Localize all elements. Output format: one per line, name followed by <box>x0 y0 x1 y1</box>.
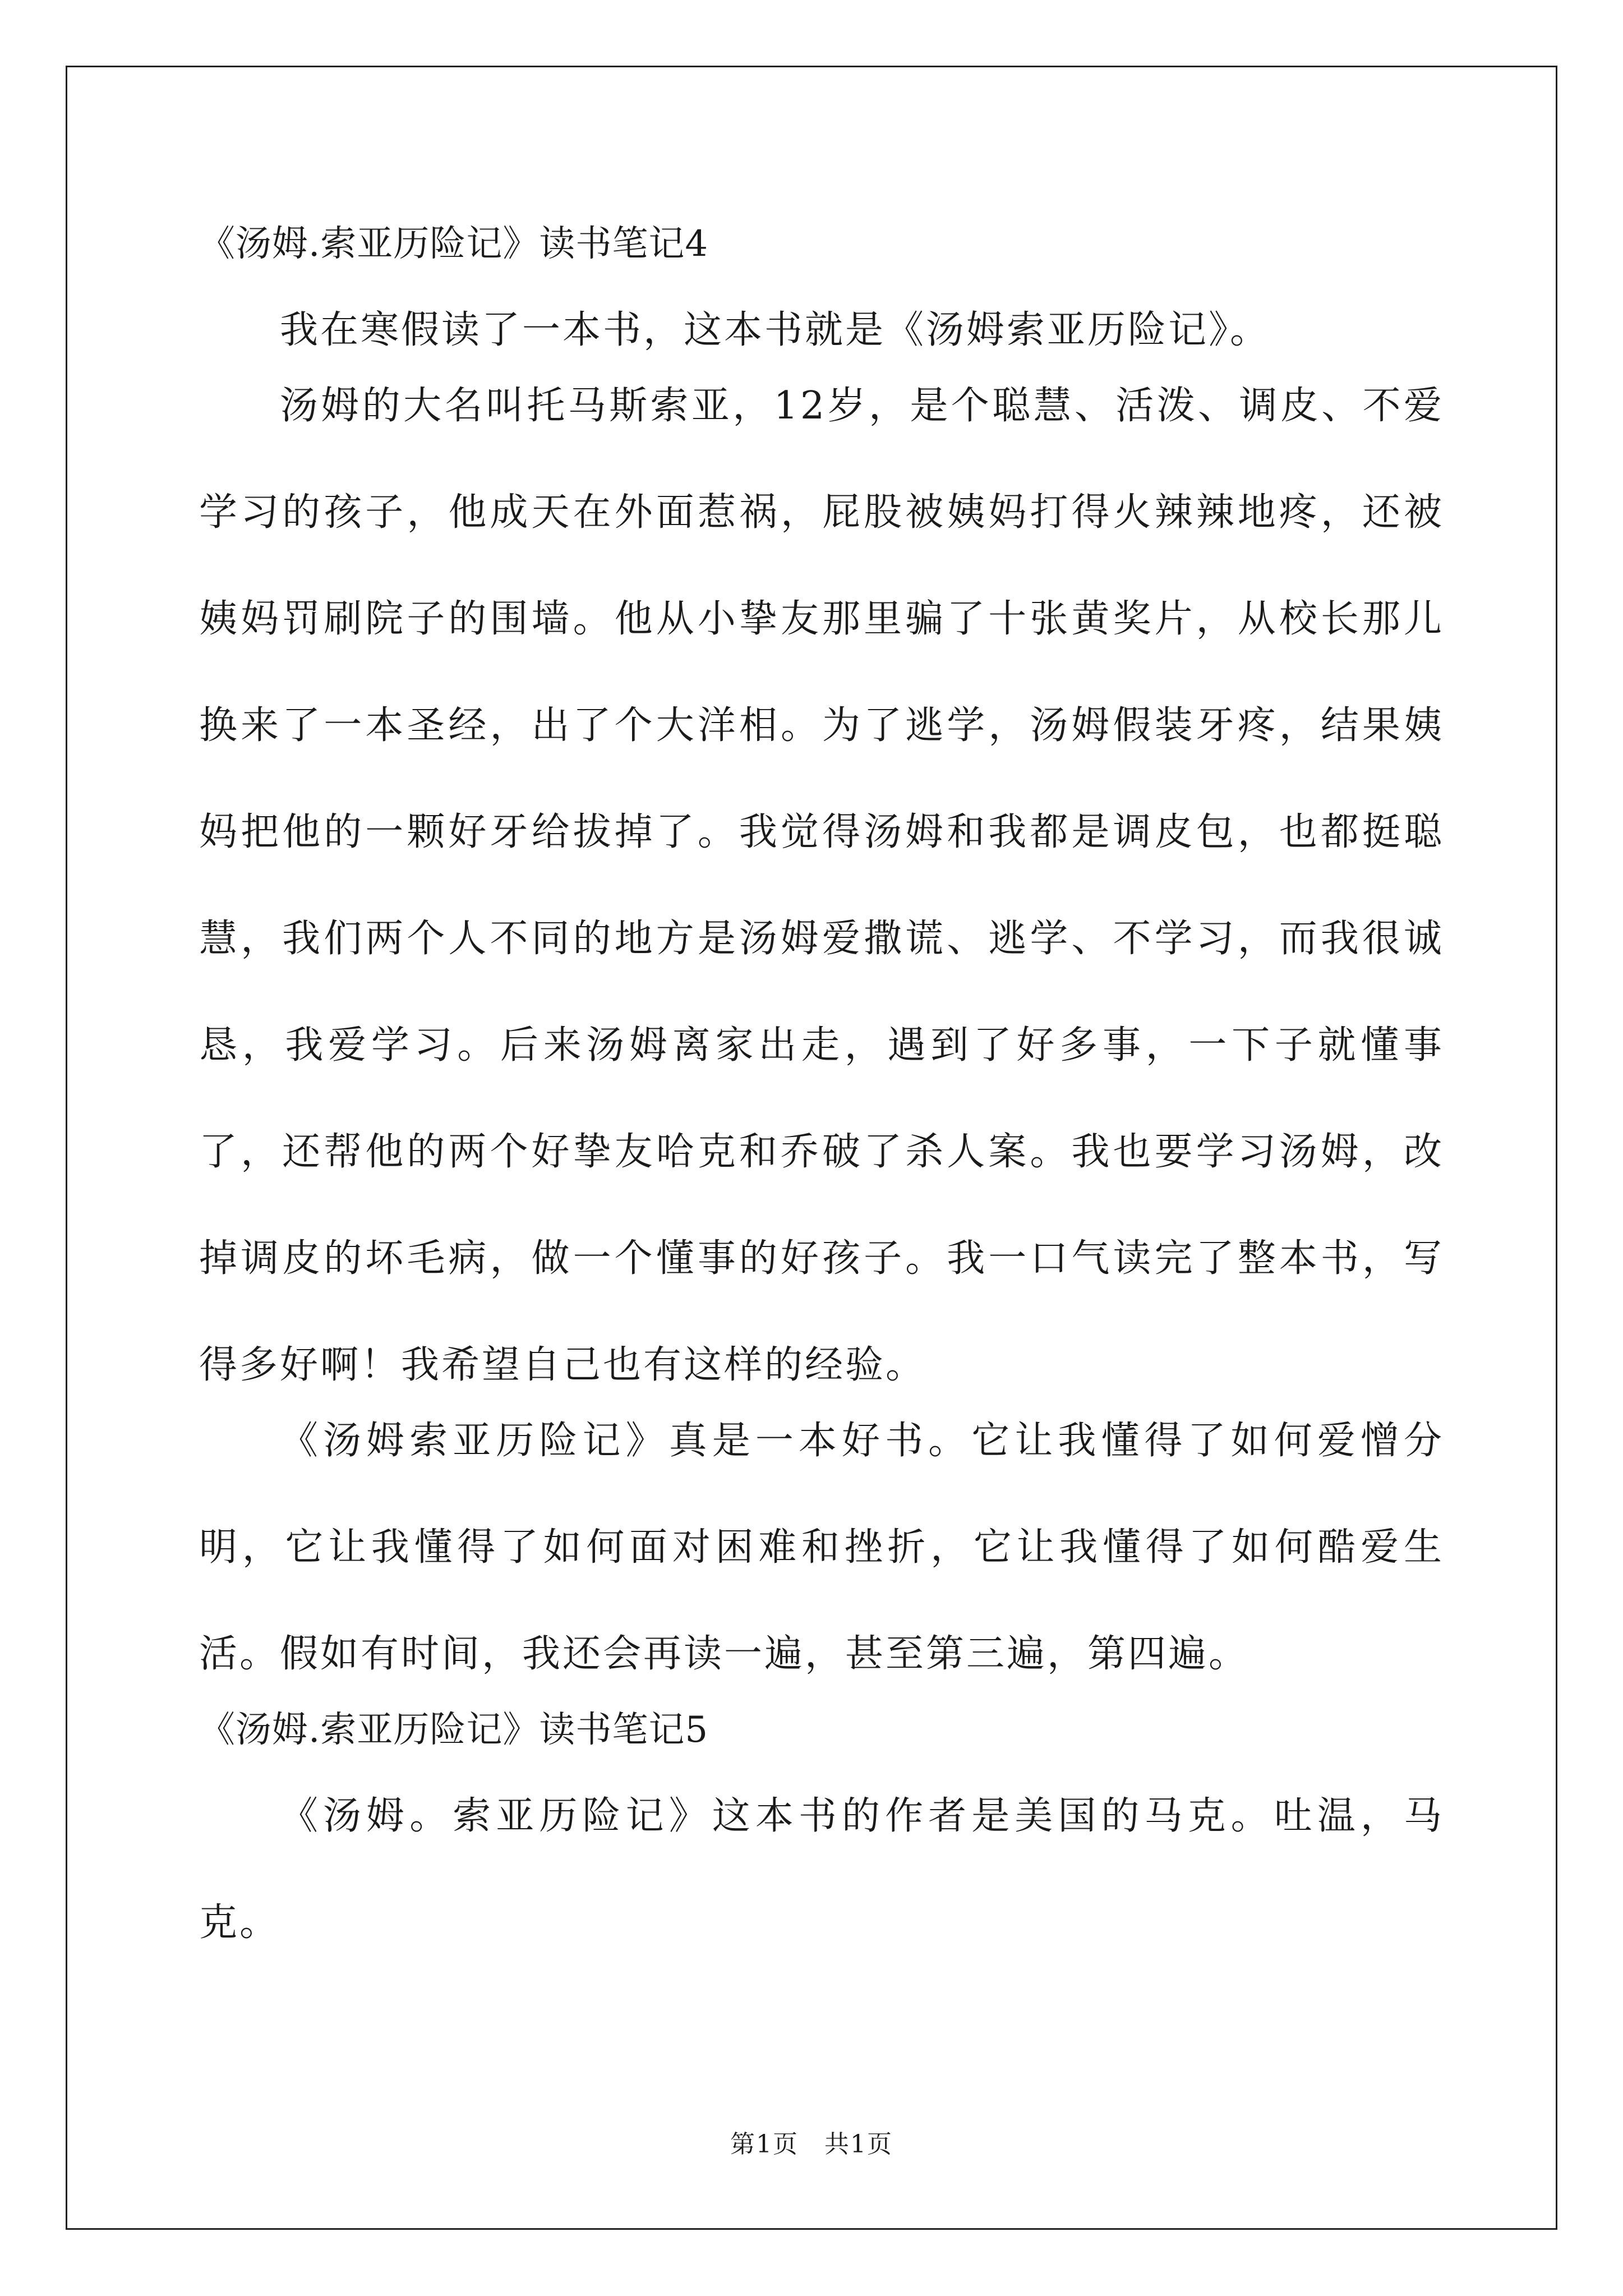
section-heading: 《汤姆.索亚历险记》读书笔记5 <box>199 1709 709 1751</box>
paragraph: 《汤姆。索亚历险记》这本书的作者是美国的马克。吐温，马克。 <box>199 1794 1444 1945</box>
document-body <box>199 222 1444 1976</box>
section-heading: 《汤姆.索亚历险记》读书笔记4 <box>199 223 709 265</box>
paragraph: 《汤姆索亚历险记》真是一本好书。它让我懂得了如何爱憎分明，它让我懂得了如何面对困难和挫折，它让我懂得了如何酷爱生活。假如有时间，我还会再读一遍，甚至第三遍，第四遍。 <box>199 1419 1444 1676</box>
section-reading-note-4 <box>199 222 1444 1708</box>
paragraph: 汤姆的大名叫托马斯索亚，12岁，是个聪慧、活泼、调皮、不爱学习的孩子，他成天在外面惹祸，屁股被姨妈打得火辣辣地疼，还被姨妈罚刷院子的围墙。他从小挚友那里骗了十张黄奖片，从校长那儿换来了一本圣经，出了个大洋相。为了逃学，汤姆假装牙疼，结果姨妈把他的一颗好牙给拔掉了。我觉得汤姆和我都是调皮包，也都挺聪慧，我们两个人不同的地方是汤姆爱撒谎、逃学、不学习，而我很诚恳，我爱学习。后来汤姆离家出走，遇到了好多事，一下子就懂事了，还帮他的两个好挚友哈克和乔破了杀人案。我也要学习汤姆，改掉调皮的坏毛病，做一个懂事的好孩子。我一口气读完了整本书，写得多好啊！我希望自己也有这样的经验。 <box>199 384 1444 1387</box>
paragraph: 我在寒假读了一本书，这本书就是《汤姆索亚历险记》。 <box>280 308 1271 352</box>
section-reading-note-5 <box>199 1708 1444 1976</box>
page-footer: 第1页 共1页 <box>730 2130 893 2159</box>
